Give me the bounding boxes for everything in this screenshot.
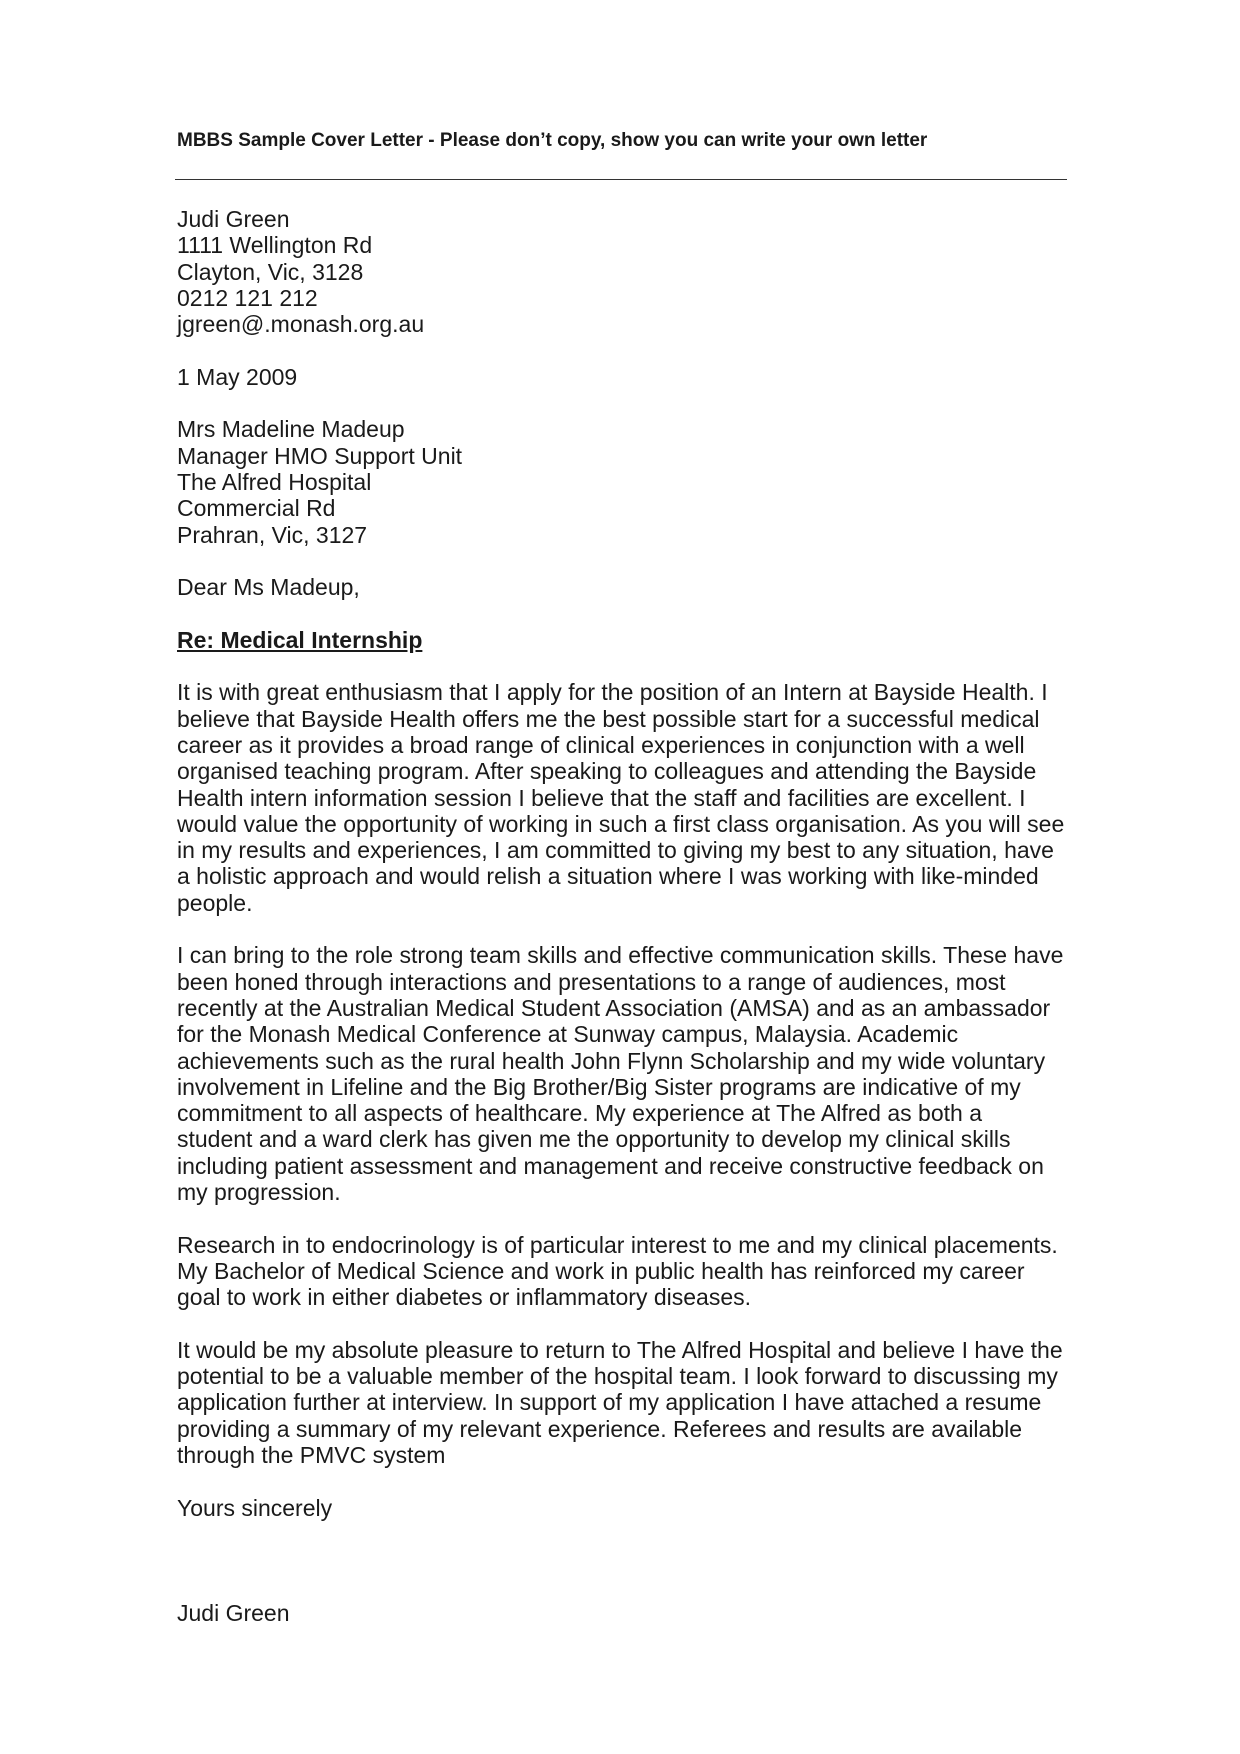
recipient-title: Manager HMO Support Unit	[177, 442, 463, 469]
recipient-street: Commercial Rd	[177, 495, 336, 522]
signature-block	[177, 1600, 1067, 1626]
paragraph-line: commitment to all aspects of healthcare. My experience at The Alfred as both a	[177, 1100, 982, 1127]
salutation-block	[177, 574, 1067, 600]
recipient-name: Mrs Madeline Madeup	[177, 416, 405, 443]
paragraph-line: potential to be a valuable member of the hospital team. I look forward to discussing my	[177, 1363, 1058, 1390]
paragraph-line: recently at the Australian Medical Student Association (AMSA) and as an ambassador	[177, 994, 1051, 1021]
letter-date: 1 May 2009	[177, 363, 298, 390]
recipient-address	[177, 416, 1067, 547]
paragraph-line: My Bachelor of Medical Science and work in public health has reinforced my career	[177, 1257, 1025, 1284]
salutation: Dear Ms Madeup,	[177, 574, 360, 601]
paragraph-line: organised teaching program. After speaking to colleagues and attending the Bayside	[177, 758, 1037, 785]
letter-page	[177, 128, 1067, 154]
paragraph-3	[177, 1232, 1067, 1311]
paragraph-line: providing a summary of my relevant experience. Referees and results are available	[177, 1415, 1023, 1442]
sender-address	[177, 206, 1067, 337]
sender-phone: 0212 121 212	[177, 284, 318, 311]
paragraph-line: application further at interview. In support of my application I have attached a resume	[177, 1389, 1042, 1416]
letter-body	[177, 206, 1067, 1652]
paragraph-line: a holistic approach and would relish a situation where I was working with like-minded	[177, 863, 1039, 890]
paragraph-line: career as it provides a broad range of clinical experiences in conjunction with a well	[177, 731, 1025, 758]
paragraph-line: through the PMVC system	[177, 1441, 446, 1468]
closing-block	[177, 1495, 1067, 1521]
paragraph-line: involvement in Lifeline and the Big Brother/Big Sister programs are indicative of my	[177, 1073, 1021, 1100]
sender-name: Judi Green	[177, 206, 290, 232]
header-divider	[175, 179, 1067, 180]
paragraph-4	[177, 1337, 1067, 1468]
closing: Yours sincerely	[177, 1494, 333, 1521]
paragraph-line: I can bring to the role strong team skills and effective communication skills. These have	[177, 942, 1064, 969]
sender-email: jgreen@.monash.org.au	[177, 311, 425, 338]
paragraph-line: goal to work in either diabetes or inflammatory diseases.	[177, 1284, 752, 1311]
paragraph-line: student and a ward clerk has given me the opportunity to develop my clinical skills	[177, 1126, 1011, 1153]
recipient-city: Prahran, Vic, 3127	[177, 521, 368, 548]
paragraph-line: It would be my absolute pleasure to return to The Alfred Hospital and believe I have the	[177, 1336, 1063, 1363]
paragraph-line: believe that Bayside Health offers me the best possible start for a successful medical	[177, 705, 1040, 732]
paragraph-line: my progression.	[177, 1178, 341, 1205]
sender-city: Clayton, Vic, 3128	[177, 258, 364, 285]
paragraph-line: in my results and experiences, I am committed to giving my best to any situation, have	[177, 837, 1054, 864]
letter-date-block	[177, 364, 1067, 390]
paragraph-line: for the Monash Medical Conference at Sunway campus, Malaysia. Academic	[177, 1021, 959, 1048]
paragraph-line: Health intern information session I believe that the staff and facilities are excellent. I	[177, 784, 1026, 811]
subject-line: Re: Medical Internship	[177, 626, 423, 653]
subject-block	[177, 627, 1067, 653]
paragraph-line: people.	[177, 889, 253, 916]
paragraph-line: It is with great enthusiasm that I apply for the position of an Intern at Bayside Health. I	[177, 679, 1048, 706]
signature-name: Judi Green	[177, 1599, 290, 1626]
paragraph-line: including patient assessment and management and receive constructive feedback on	[177, 1152, 1044, 1179]
recipient-organisation: The Alfred Hospital	[177, 468, 372, 495]
paragraph-2	[177, 942, 1067, 1205]
paragraph-line: would value the opportunity of working in such a first class organisation. As you will see	[177, 810, 1065, 837]
paragraph-line: been honed through interactions and presentations to a range of audiences, most	[177, 968, 1006, 995]
document-header: MBBS Sample Cover Letter - Please don’t copy, show you can write your own letter	[177, 130, 928, 151]
paragraph-1	[177, 679, 1067, 916]
sender-street: 1111 Wellington Rd	[177, 232, 373, 259]
signature-space	[177, 1547, 1067, 1600]
paragraph-line: Research in to endocrinology is of particular interest to me and my clinical placements.	[177, 1231, 1058, 1258]
paragraph-line: achievements such as the rural health John Flynn Scholarship and my wide voluntary	[177, 1047, 1046, 1074]
